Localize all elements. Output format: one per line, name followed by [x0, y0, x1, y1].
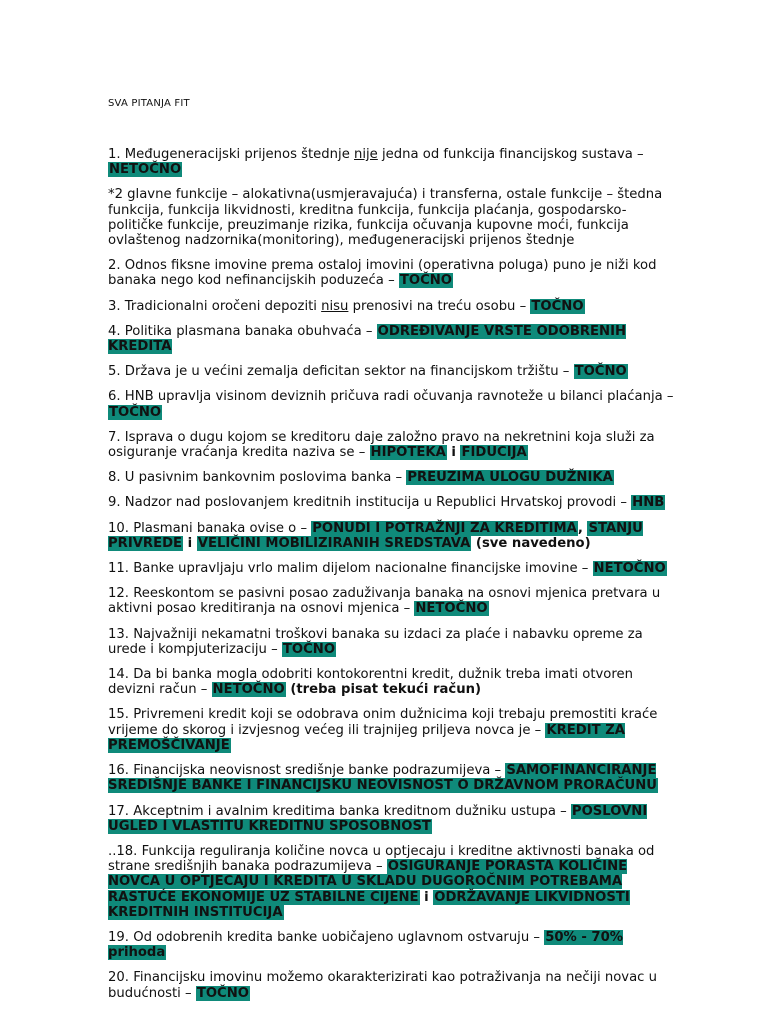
question-item	[108, 844, 676, 920]
question-item	[108, 561, 676, 576]
answer-highlight: TOČNO	[574, 364, 627, 380]
answer-note: ,	[577, 520, 588, 536]
question-text: Država je u većini zemalja deficitan sektor na financijskom tržištu –	[124, 364, 574, 380]
document-title: SVA PITANJA FIT	[108, 98, 190, 109]
question-number: 6.	[108, 389, 121, 405]
question-text: Tradicionalni oročeni depoziti	[124, 298, 322, 314]
question-number: 4.	[108, 323, 121, 339]
question-text: Najvažniji nekamatni troškovi banaka su izdaci za plaće i nabavku opreme za urede i kompjuterizaciju –	[108, 626, 643, 657]
question-item	[108, 586, 676, 616]
question-item	[108, 804, 676, 834]
answer-highlight: PONUDI I POTRAŽNJI ZA KREDITIMA	[312, 520, 577, 536]
question-number: 16.	[108, 763, 129, 779]
answer-highlight: OSIGURANJE PORASTA KOLIČINE NOVCA U OPTJECAJU I KREDITA U SKLADU DUGOROČNIM POTREBAMA RASTUĆE EKONOMIJE UZ STABILNE CIJENE	[108, 859, 628, 905]
question-number: 1.	[108, 147, 121, 162]
answer-note: (sve navedeno)	[471, 535, 591, 551]
answer-note: i	[446, 445, 461, 461]
question-text: Funkcija reguliranja količine novca u optjecaju i kreditne aktivnosti banaka od strane središnjih banaka podrazumijeva –	[108, 843, 655, 875]
question-number: 5.	[108, 364, 121, 380]
question-number: 9.	[108, 495, 121, 511]
question-item	[108, 147, 676, 177]
answer-highlight: NETOČNO	[593, 561, 666, 577]
question-number: 14.	[108, 667, 129, 683]
answer-highlight: NETOČNO	[212, 682, 285, 698]
question-item	[108, 389, 676, 419]
answer-note: i	[183, 535, 197, 551]
question-number: ..18.	[108, 843, 138, 859]
question-number: 15.	[108, 707, 129, 723]
question-text: prenosivi na treću osobu –	[348, 298, 531, 314]
question-item	[108, 627, 676, 657]
question-text: Plasmani banaka ovise o –	[133, 520, 312, 536]
question-note	[108, 187, 676, 248]
answer-note: (treba pisat tekući račun)	[285, 682, 481, 698]
answer-highlight: PREUZIMA ULOGU DUŽNIKA	[407, 470, 613, 486]
question-item	[108, 707, 676, 753]
question-item	[108, 495, 676, 510]
answer-highlight: HIPOTEKA	[370, 445, 446, 461]
question-item	[108, 667, 676, 697]
question-text: Financijska neovisnost središnje banke podrazumijeva –	[133, 763, 506, 779]
answer-highlight: ODRŽAVANJE LIKVIDNOSTI KREDITNIH INSTITUCIJA	[108, 889, 630, 920]
question-text: U pasivnim bankovnim poslovima banka –	[124, 470, 407, 486]
question-text: Reeskontom se pasivni posao zaduživanja banaka na osnovi mjenica pretvara u aktivni posao kreditiranja na osnovi mjenica –	[108, 586, 661, 617]
answer-highlight: FIDUCIJA	[461, 445, 527, 461]
question-item	[108, 324, 676, 354]
answer-highlight: VELIČINI MOBILIZIRANIH SREDSTAVA	[197, 535, 471, 551]
question-item	[108, 364, 676, 379]
question-number: 2.	[108, 258, 121, 274]
question-text: Akceptnim i avalnim kreditima banka kreditnom dužniku ustupa –	[133, 803, 571, 819]
question-text: Nadzor nad poslovanjem kreditnih institucija u Republici Hrvatskoj provodi –	[124, 495, 632, 511]
question-item	[108, 258, 676, 288]
question-number: 3.	[108, 298, 121, 314]
answer-highlight: STANJU PRIVREDE	[108, 520, 643, 551]
question-text: Isprava o dugu kojom se kreditoru daje založno pravo na nekretnini koja služi za osiguranje vraćanja kredita naziva se –	[108, 429, 655, 461]
question-number: 10.	[108, 520, 129, 536]
answer-highlight: 50% - 70% prihoda	[108, 929, 623, 961]
question-item	[108, 970, 676, 1000]
question-item	[108, 930, 676, 960]
answer-highlight: NETOČNO	[415, 601, 488, 617]
answer-highlight: POSLOVNI UGLED I VLASTITU KREDITNU SPOSOBNOST	[108, 803, 648, 834]
answer-highlight: TOČNO	[399, 273, 452, 289]
question-number: 17.	[108, 803, 129, 819]
question-number: 20.	[108, 970, 129, 986]
underlined-word: nisu	[321, 298, 349, 314]
question-list	[108, 147, 676, 1011]
question-number: 7.	[108, 429, 121, 445]
question-text: *2 glavne funkcije – alokativna(usmjeravajuća) i transferna, ostale funkcije – štedna funkcija, funkcija likvidnosti, kreditna funkcija, funkcija plaćanja, gospodarsko-političke funkcije, preuzimanje rizika, funkcija očuvanja kupovne moći, funkcija ovlaštenog nadzornika(monitoring), međugeneracijski prijenos štednje	[108, 187, 663, 249]
question-number: 11.	[108, 561, 129, 577]
question-item	[108, 430, 676, 460]
question-text: Odnos fiksne imovine prema ostaloj imovini (operativna poluga) puno je niži kod banaka nego kod nefinancijskih poduzeća –	[108, 258, 657, 289]
question-number: 19.	[108, 929, 129, 945]
question-text: Međugeneracijski prijenos štednje	[124, 147, 354, 162]
question-text: jedna od funkcija financijskog sustava –	[377, 147, 644, 162]
question-text: Privremeni kredit koji se odobrava onim dužnicima koji trebaju premostiti kraće vrijeme do skorog i izvjesnog većeg ili trajnijeg priljeva novca je –	[108, 707, 658, 738]
question-text: Od odobrenih kredita banke uobičajeno uglavnom ostvaruju –	[133, 929, 545, 945]
question-text: Politika plasmana banaka obuhvaća –	[124, 323, 377, 339]
answer-highlight: NETOČNO	[109, 162, 182, 178]
question-text: Da bi banka mogla odobriti kontokorentni kredit, dužnik treba imati otvoren devizni račun –	[108, 667, 633, 698]
question-number: 12.	[108, 586, 129, 602]
answer-note: i	[419, 889, 434, 905]
answer-highlight: TOČNO	[109, 404, 162, 420]
question-number: 8.	[108, 470, 121, 486]
question-item	[108, 521, 676, 551]
answer-highlight: KREDIT ZA PREMOŠČIVANJE	[108, 722, 626, 753]
answer-highlight: SAMOFINANCIRANJE SREDIŠNJE BANKE I FINANCIJSKU NEOVISNOST O DRŽAVNOM PRORAČUNU	[108, 763, 657, 794]
question-item	[108, 470, 676, 485]
question-text: Banke upravljaju vrlo malim dijelom nacionalne financijske imovine –	[133, 561, 593, 577]
answer-highlight: HNB	[632, 495, 665, 511]
answer-highlight: TOČNO	[531, 298, 584, 314]
answer-highlight: TOČNO	[196, 985, 249, 1001]
question-item	[108, 299, 676, 314]
question-text: Financijsku imovinu možemo okarakterizirati kao potraživanja na nečiji novac u budućnosti –	[108, 970, 657, 1001]
question-number: 13.	[108, 626, 129, 642]
answer-highlight: TOČNO	[282, 641, 336, 657]
underlined-word: nije	[354, 147, 378, 162]
question-item	[108, 763, 676, 793]
question-text: HNB upravlja visinom deviznih pričuva radi očuvanja ravnoteže u bilanci plaćanja –	[124, 389, 674, 405]
answer-highlight: ODREĐIVANJE VRSTE ODOBRENIH KREDITA	[108, 323, 627, 355]
